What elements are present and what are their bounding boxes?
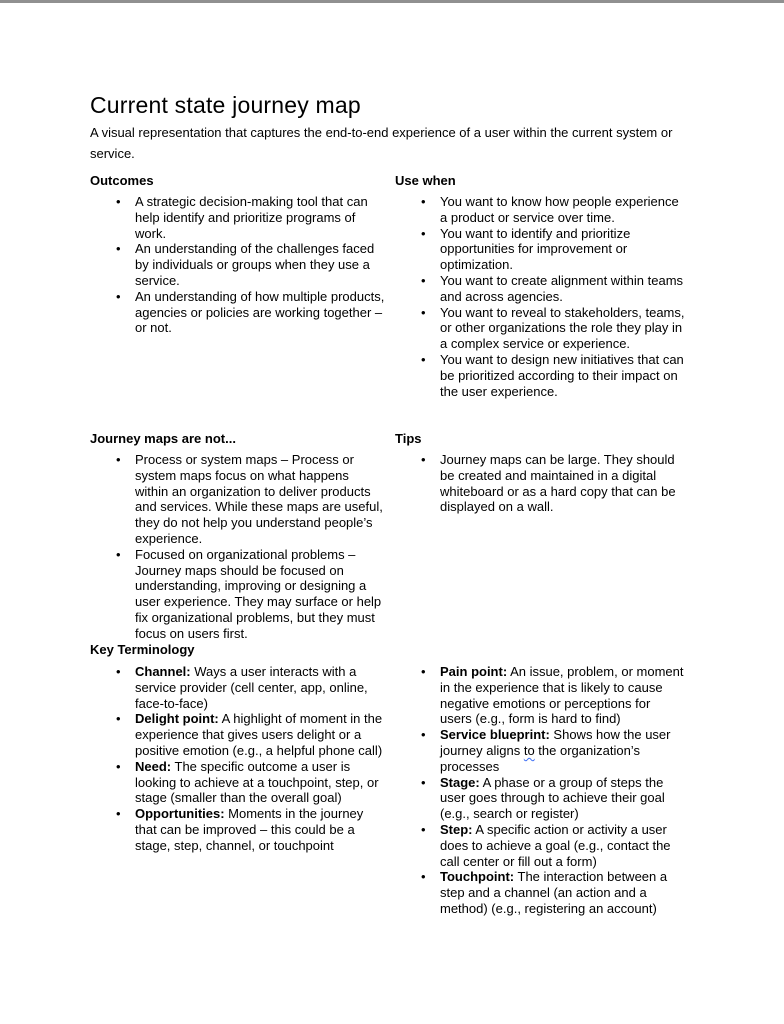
journey-maps-are-not-section (90, 431, 385, 659)
list-item-text: An understanding of how multiple products, agencies or policies are working together – or not. (135, 288, 385, 336)
bullet-icon: • (116, 758, 121, 774)
term-desc: An issue, problem, or moment in the experience that is likely to cause negative emotions or perceptions for users (e.g., form is hard to find) (440, 664, 684, 727)
term-label: Delight point: (135, 711, 219, 727)
list-item-text: You want to design new initiatives that can be prioritized according to their impact on the user experience. (440, 351, 684, 399)
term-desc: A highlight of moment in the experience that gives users delight or a positive emotion (e.g., a helpful phone call) (135, 711, 383, 758)
term-item (90, 664, 385, 711)
bullet-icon: • (116, 288, 121, 304)
term-desc: Ways a user interacts with a service provider (cell center, app, online, face-to-face) (135, 664, 368, 711)
term-item (395, 664, 685, 727)
list-item (395, 305, 685, 352)
use-when-heading: Use when (395, 173, 456, 188)
list-item (90, 289, 385, 336)
list-item (395, 194, 685, 226)
term-label: Step: (440, 821, 473, 837)
list-item-text: Process or system maps – Process or system maps focus on what happens within an organization to deliver products and services. While these maps are useful, they do not help you understand people’s experience. (135, 452, 383, 546)
list-item-text: Focused on organizational problems – Journey maps should be focused on understanding, improving or designing a user experience. They may surface or help fix organizational problems, but they must focus on users first. (135, 546, 382, 641)
list-item (90, 547, 385, 642)
list-item-text: You want to reveal to stakeholders, teams, or other organizations the role they play in a complex service or experience. (440, 304, 685, 352)
bullet-icon: • (421, 821, 426, 837)
term-label: Touchpoint: (440, 869, 515, 885)
bullet-icon: • (421, 727, 426, 743)
term-label: Stage: (440, 774, 480, 790)
bullet-icon: • (116, 806, 121, 822)
list-item (395, 352, 685, 399)
bullet-icon: • (421, 225, 426, 241)
outcomes-section (90, 173, 385, 431)
journey-maps-are-not-list (90, 452, 385, 642)
term-desc: A phase or a group of steps the user goes through to achieve their goal (e.g., search or register) (440, 774, 665, 822)
list-item-text: You want to know how people experience a product or service over time. (440, 194, 679, 225)
bullet-icon: • (421, 194, 426, 209)
outcomes-list (90, 194, 385, 336)
list-item (90, 194, 385, 241)
term-item (395, 775, 685, 822)
key-terminology-heading: Key Terminology (90, 641, 195, 657)
term-desc: Shows how the user journey aligns (440, 727, 671, 758)
term-item (395, 727, 685, 774)
term-desc: the organization’s processes (440, 742, 640, 774)
term-text (440, 822, 671, 869)
list-item-text: You want to identify and prioritize opportunities for improvement or optimization. (440, 225, 631, 273)
section-row-outcomes-usewhen (90, 173, 695, 431)
bullet-icon: • (116, 194, 121, 209)
journey-maps-are-not-heading: Journey maps are not... (90, 431, 236, 446)
terminology-left-column (90, 659, 385, 917)
bullet-icon: • (116, 711, 121, 727)
bullet-icon: • (421, 664, 426, 679)
list-item (395, 226, 685, 273)
term-text (440, 664, 683, 726)
list-item (90, 241, 385, 288)
terminology-right-column (395, 659, 685, 917)
bullet-icon: • (421, 351, 426, 367)
list-item-text: Journey maps can be large. They should be created and maintained in a digital whiteboard or as a hard copy that can be displayed on a wall. (440, 452, 676, 515)
list-item (395, 452, 685, 515)
page-title: Current state journey map (90, 92, 361, 118)
term-label: Opportunities: (135, 806, 225, 822)
terminology-columns (90, 659, 695, 917)
term-item (90, 711, 385, 758)
terminology-left-list (90, 664, 385, 854)
term-item (395, 869, 685, 916)
term-text (135, 806, 363, 853)
term-text (135, 759, 379, 806)
term-text (440, 775, 665, 822)
outcomes-heading: Outcomes (90, 173, 154, 188)
tips-heading: Tips (395, 431, 422, 446)
list-item (395, 273, 685, 305)
term-label: Need: (135, 758, 172, 774)
page-subtitle: A visual representation that captures the end-to-end experience of a user within the current system or service. (90, 125, 673, 161)
term-text (440, 869, 667, 916)
term-desc: A specific action or activity a user does to achieve a goal (e.g., contact the call center or fill out a form) (440, 821, 671, 869)
term-item (395, 822, 685, 869)
term-desc: The interaction between a step and a channel (an action and a method) (e.g., registering an account) (440, 869, 668, 916)
section-row-notmaps-tips (90, 431, 695, 659)
tips-section (395, 431, 685, 659)
bullet-icon: • (116, 452, 121, 467)
tips-list (395, 452, 685, 515)
term-text (440, 727, 671, 774)
term-label: Pain point: (440, 664, 508, 679)
bullet-icon: • (421, 452, 426, 467)
bullet-icon: • (421, 272, 426, 288)
use-when-list (395, 194, 685, 399)
term-desc: Moments in the journey that can be improved – this could be a stage, step, channel, or touchpoint (135, 806, 364, 853)
bullet-icon: • (421, 304, 426, 320)
term-text (135, 664, 368, 711)
bullet-icon: • (116, 241, 121, 257)
page-top-border (0, 0, 784, 3)
term-item (90, 806, 385, 853)
bullet-icon: • (116, 546, 121, 562)
list-item-text: A strategic decision-making tool that can help identify and prioritize programs of work. (135, 194, 368, 241)
use-when-section (395, 173, 685, 431)
grammar-underlined-word: to (523, 742, 535, 758)
bullet-icon: • (116, 664, 121, 679)
list-item (90, 452, 385, 547)
term-label: Channel: (135, 664, 191, 679)
list-item-text: An understanding of the challenges faced by individuals or groups when they use a service. (135, 241, 375, 288)
list-item-text: You want to create alignment within teams and across agencies. (440, 272, 684, 304)
term-desc: The specific outcome a user is looking to achieve at a touchpoint, step, or stage (smaller than the overall goal) (135, 758, 379, 806)
term-text (135, 711, 382, 758)
term-item (90, 759, 385, 806)
bullet-icon: • (421, 869, 426, 885)
term-label: Service blueprint: (440, 727, 550, 743)
terminology-right-list (395, 664, 685, 917)
bullet-icon: • (421, 774, 426, 790)
